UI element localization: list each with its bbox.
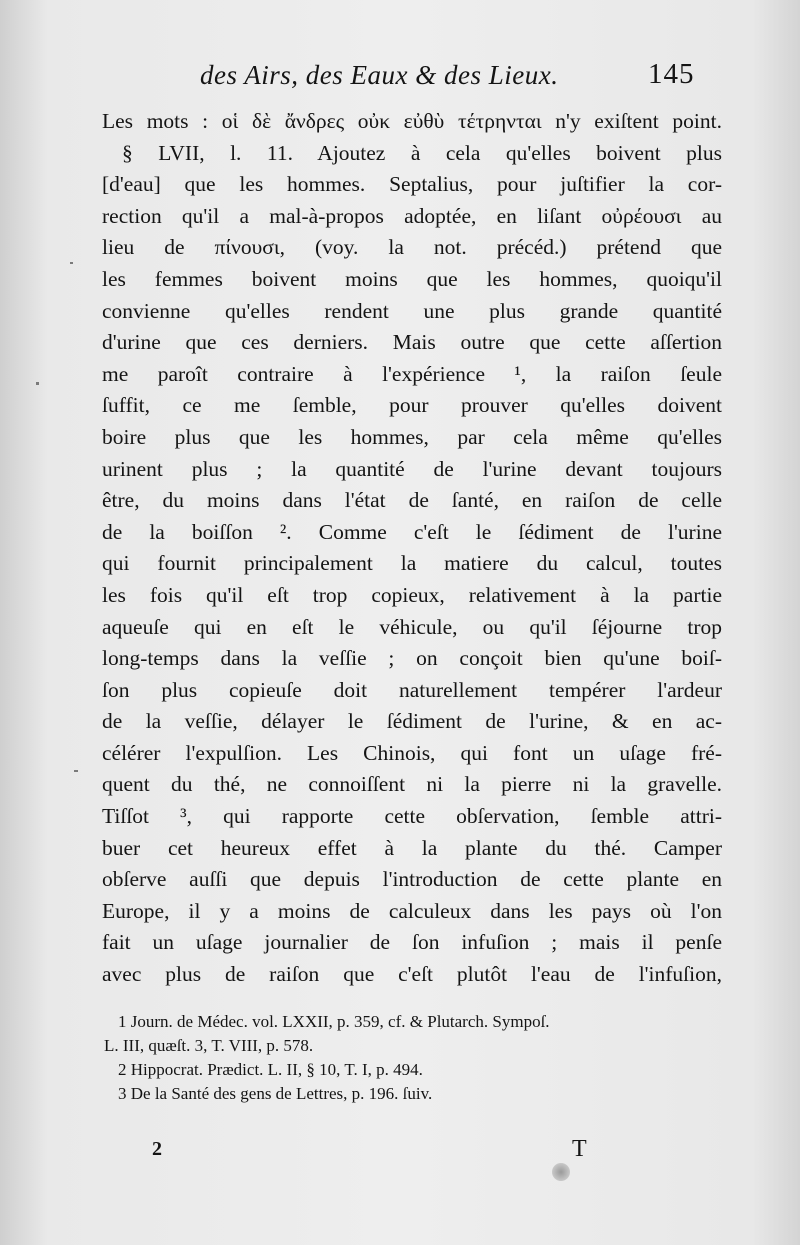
signature-mark: 2 — [152, 1138, 162, 1160]
text-line: d'urine que ces derniers. Mais outre que cette aſſertion — [102, 330, 722, 355]
text-line: avec plus de raiſon que c'eſt plutôt l'eau de l'infuſion, — [102, 962, 722, 987]
catchword: T — [572, 1136, 587, 1162]
text-line: long-temps dans la veſſie ; on conçoit bien qu'une boiſ- — [102, 646, 722, 671]
text-line: être, du moins dans l'état de ſanté, en raiſon de celle — [102, 488, 722, 513]
text-line: célérer l'expulſion. Les Chinois, qui font un uſage fré- — [102, 740, 722, 765]
paper-fleck — [74, 770, 78, 772]
text-line: aqueuſe qui en eſt le véhicule, ou qu'il ſéjourne trop — [102, 614, 722, 639]
text-line: ſuffit, ce me ſemble, pour prouver qu'elles doivent — [102, 393, 722, 418]
text-line: de la boiſſon ². Comme c'eſt le ſédiment de l'urine — [102, 519, 722, 544]
paper-fleck — [70, 262, 73, 264]
text-line: les femmes boivent moins que les hommes, quoiqu'il — [102, 266, 722, 291]
text-line: Les mots : οἱ δὲ ἄνδρες οὐκ εὐθὺ τέτρηνται n'y exiſtent point. — [102, 109, 722, 133]
text-line: buer cet heureux effet à la plante du thé. Camper — [102, 835, 722, 860]
footnote-1: 1 Journ. de Médec. vol. LXXII, p. 359, cf. & Plutarch. Sympoſ. — [118, 1012, 550, 1031]
text-line: convienne qu'elles rendent une plus grande quantité — [102, 298, 722, 323]
text-line: de la veſſie, délayer le ſédiment de l'urine, & en ac- — [102, 709, 722, 734]
text-line: quent du thé, ne connoiſſent ni la pierre ni la gravelle. — [102, 772, 722, 797]
body-text — [102, 106, 722, 991]
text-line: Europe, il y a moins de calculeux dans les pays où l'on — [102, 898, 722, 923]
text-line: fait un uſage journalier de ſon infuſion ; mais il penſe — [102, 930, 722, 955]
text-line: urinent plus ; la quantité de l'urine devant toujours — [102, 456, 722, 481]
text-line: me paroît contraire à l'expérience ¹, la raiſon ſeule — [102, 361, 722, 386]
library-stamp-blot — [552, 1163, 570, 1181]
text-line: § LVII, l. 11. Ajoutez à cela qu'elles boivent plus — [122, 140, 722, 165]
footnote-3: 3 De la Santé des gens de Lettres, p. 196. ſuiv. — [118, 1084, 433, 1103]
text-line: Tiſſot ³, qui rapporte cette obſervation, ſemble attri- — [102, 804, 722, 829]
text-line: obſerve auſſi que depuis l'introduction de cette plante en — [102, 867, 722, 892]
text-line: les fois qu'il eſt trop copieux, relativement à la partie — [102, 582, 722, 607]
running-title: des Airs, des Eaux & des Lieux. — [200, 60, 559, 90]
text-line: [d'eau] que les hommes. Septalius, pour juſtifier la cor- — [102, 172, 722, 197]
footnote-1-continuation: L. III, quæſt. 3, T. VIII, p. 578. — [104, 1036, 314, 1055]
footnotes — [104, 1010, 722, 1106]
text-line: boire plus que les hommes, par cela même qu'elles — [102, 424, 722, 449]
text-line: lieu de πίνουσι, (voy. la not. précéd.) prétend que — [102, 235, 722, 260]
text-line: qui fournit principalement la matiere du calcul, toutes — [102, 551, 722, 576]
text-line: rection qu'il a mal-à-propos adoptée, en liſant οὐρέουσι au — [102, 203, 722, 228]
paper-fleck — [36, 382, 39, 385]
page-number: 145 — [648, 58, 695, 90]
footnote-2: 2 Hippocrat. Prædict. L. II, § 10, T. I, p. 494. — [118, 1060, 423, 1079]
text-line: ſon plus copieuſe doit naturellement tempérer l'ardeur — [102, 677, 722, 702]
page-header — [0, 54, 800, 94]
